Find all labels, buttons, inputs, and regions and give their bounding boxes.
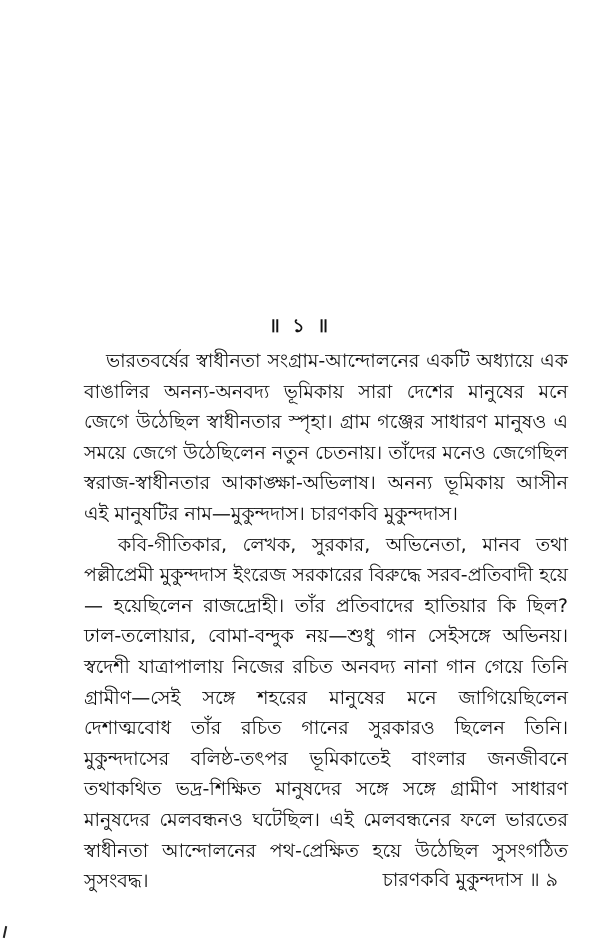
paragraph-2: কবি-গীতিকার, লেখক, সুরকার, অভিনেতা, মানব তথা পল্লীপ্রেমী মুকুন্দদাস ইংরেজ সরকারের বিরুদ্ধে সরব-প্রতিবাদী হয়ে— হয়েছিলেন রাজদ্রোহী। তাঁর প্রতিবাদের হাতিয়ার কি ছিল? ঢাল-তলোয়ার, বোমা-বন্দুক নয়—শুধু গান সেইসঙ্গে অভিনয়। স্বদেশী যাত্রাপালায় নিজের রচিত অনবদ্য নানা গান গেয়ে তিনি গ্রামীণ—সেই সঙ্গে শহরের মানুষের মনে জাগিয়েছিলেন দেশাত্মবোধ তাঁর রচিত গানের সুরকারও ছিলেন তিনি। মুকুন্দদাসের বলিষ্ঠ-তৎপর ভূমিকাতেই বাংলার জনজীবনে তথাকথিত ভদ্র-শিক্ষিত মানুষদের সঙ্গে সঙ্গে গ্রামীণ সাধারণ মানুষদের মেলবন্ধনও ঘটেছিল। এই মেলবন্ধনের ফলে ভারতের স্বাধীনতা আন্দোলনের পথ-প্রেক্ষিত হয়ে উঠেছিল সুসংগঠিত সুসংবদ্ধ। [84, 533, 568, 893]
body-text [84, 346, 568, 897]
section-number: ॥ ১ ॥ [268, 315, 332, 337]
footer-separator: ॥ [528, 869, 540, 891]
scan-edge-mark [3, 926, 7, 938]
page-footer [383, 866, 558, 898]
page-number: ৯ [545, 869, 558, 891]
paragraph-1: ভারতবর্ষের স্বাধীনতা সংগ্রাম-আন্দোলনের একটি অধ্যায়ে এক বাঙালির অনন্য-অনবদ্য ভূমিকায় সারা দেশের মানুষের মনে জেগে উঠেছিল স্বাধীনতার স্পৃহা। গ্রাম গঞ্জের সাধারণ মানুষও এ সময়ে জেগে উঠেছিলেন নতুন চেতনায়। তাঁদের মনেও জেগেছিল স্বরাজ-স্বাধীনতার আকাঙ্ক্ষা-অভিলাষ। অনন্য ভূমিকায় আসীন এই মানুষটির নাম—মুকুন্দদাস। চারণকবি মুকুন্দদাস। [84, 350, 568, 525]
running-title: চারণকবি মুকুন্দদাস [382, 869, 523, 891]
